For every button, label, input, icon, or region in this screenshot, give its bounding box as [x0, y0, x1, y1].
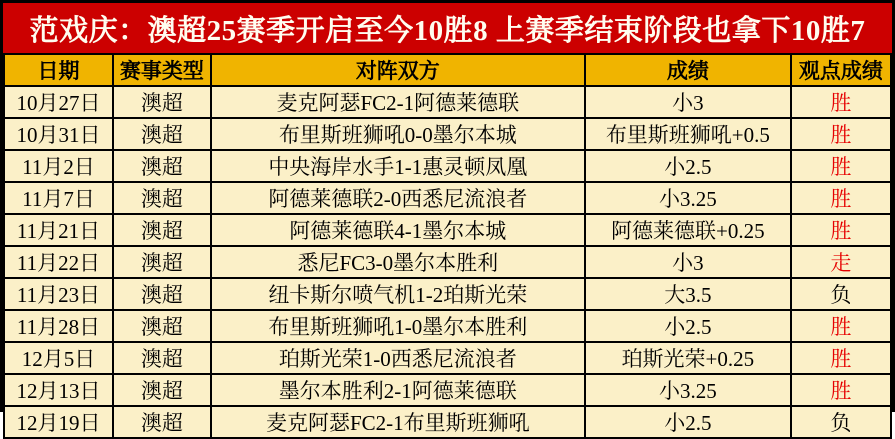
cell-league: 澳超 — [113, 214, 211, 246]
cell-match: 阿德莱德联4-1墨尔本城 — [211, 214, 585, 246]
table-header-row — [4, 54, 891, 86]
cell-verdict: 胜 — [791, 150, 891, 182]
cell-verdict: 走 — [791, 246, 891, 278]
cell-match: 麦克阿瑟FC2-1布里斯班狮吼 — [211, 406, 585, 438]
cell-date: 12月19日 — [4, 406, 113, 438]
table-row — [4, 214, 891, 246]
col-header-match: 对阵双方 — [211, 54, 585, 86]
cell-match: 珀斯光荣1-0西悉尼流浪者 — [211, 342, 585, 374]
cell-league: 澳超 — [113, 86, 211, 118]
cell-verdict: 胜 — [791, 182, 891, 214]
results-table — [3, 53, 892, 439]
cell-league: 澳超 — [113, 406, 211, 438]
cell-result: 小2.5 — [585, 150, 791, 182]
cell-verdict: 胜 — [791, 342, 891, 374]
cell-date: 11月23日 — [4, 278, 113, 310]
cell-date: 11月2日 — [4, 150, 113, 182]
cell-match: 悉尼FC3-0墨尔本胜利 — [211, 246, 585, 278]
table-row — [4, 118, 891, 150]
table-row — [4, 406, 891, 438]
cell-match: 布里斯班狮吼0-0墨尔本城 — [211, 118, 585, 150]
cell-league: 澳超 — [113, 374, 211, 406]
cell-league: 澳超 — [113, 278, 211, 310]
page-title: 范戏庆：澳超25赛季开启至今10胜8 上赛季结束阶段也拿下10胜7 — [3, 3, 892, 53]
cell-verdict: 负 — [791, 406, 891, 438]
cell-result: 小3 — [585, 246, 791, 278]
table-row — [4, 342, 891, 374]
cell-date: 10月31日 — [4, 118, 113, 150]
cell-verdict: 胜 — [791, 374, 891, 406]
cell-date: 11月7日 — [4, 182, 113, 214]
cell-verdict: 负 — [791, 278, 891, 310]
cell-verdict: 胜 — [791, 214, 891, 246]
table-row — [4, 278, 891, 310]
cell-match: 纽卡斯尔喷气机1-2珀斯光荣 — [211, 278, 585, 310]
cell-date: 11月28日 — [4, 310, 113, 342]
cell-result: 珀斯光荣+0.25 — [585, 342, 791, 374]
cell-result: 布里斯班狮吼+0.5 — [585, 118, 791, 150]
col-header-date: 日期 — [4, 54, 113, 86]
cell-league: 澳超 — [113, 246, 211, 278]
cell-result: 小3.25 — [585, 374, 791, 406]
cell-result: 小2.5 — [585, 406, 791, 438]
col-header-result: 成绩 — [585, 54, 791, 86]
cell-date: 12月13日 — [4, 374, 113, 406]
cell-date: 10月27日 — [4, 86, 113, 118]
cell-result: 大3.5 — [585, 278, 791, 310]
cell-date: 12月5日 — [4, 342, 113, 374]
table-row — [4, 86, 891, 118]
cell-match: 中央海岸水手1-1惠灵顿凤凰 — [211, 150, 585, 182]
cell-league: 澳超 — [113, 342, 211, 374]
cell-match: 布里斯班狮吼1-0墨尔本胜利 — [211, 310, 585, 342]
table-row — [4, 182, 891, 214]
table-row — [4, 374, 891, 406]
cell-result: 阿德莱德联+0.25 — [585, 214, 791, 246]
cell-verdict: 胜 — [791, 86, 891, 118]
cell-league: 澳超 — [113, 310, 211, 342]
cell-match: 墨尔本胜利2-1阿德莱德联 — [211, 374, 585, 406]
table-row — [4, 150, 891, 182]
cell-league: 澳超 — [113, 182, 211, 214]
cell-league: 澳超 — [113, 118, 211, 150]
col-header-verdict: 观点成绩 — [791, 54, 891, 86]
col-header-league: 赛事类型 — [113, 54, 211, 86]
cell-league: 澳超 — [113, 150, 211, 182]
table-row — [4, 310, 891, 342]
cell-result: 小2.5 — [585, 310, 791, 342]
cell-verdict: 胜 — [791, 118, 891, 150]
cell-match: 阿德莱德联2-0西悉尼流浪者 — [211, 182, 585, 214]
table-row — [4, 246, 891, 278]
cell-date: 11月22日 — [4, 246, 113, 278]
cell-date: 11月21日 — [4, 214, 113, 246]
cell-verdict: 胜 — [791, 310, 891, 342]
cell-result: 小3.25 — [585, 182, 791, 214]
cell-result: 小3 — [585, 86, 791, 118]
cell-match: 麦克阿瑟FC2-1阿德莱德联 — [211, 86, 585, 118]
